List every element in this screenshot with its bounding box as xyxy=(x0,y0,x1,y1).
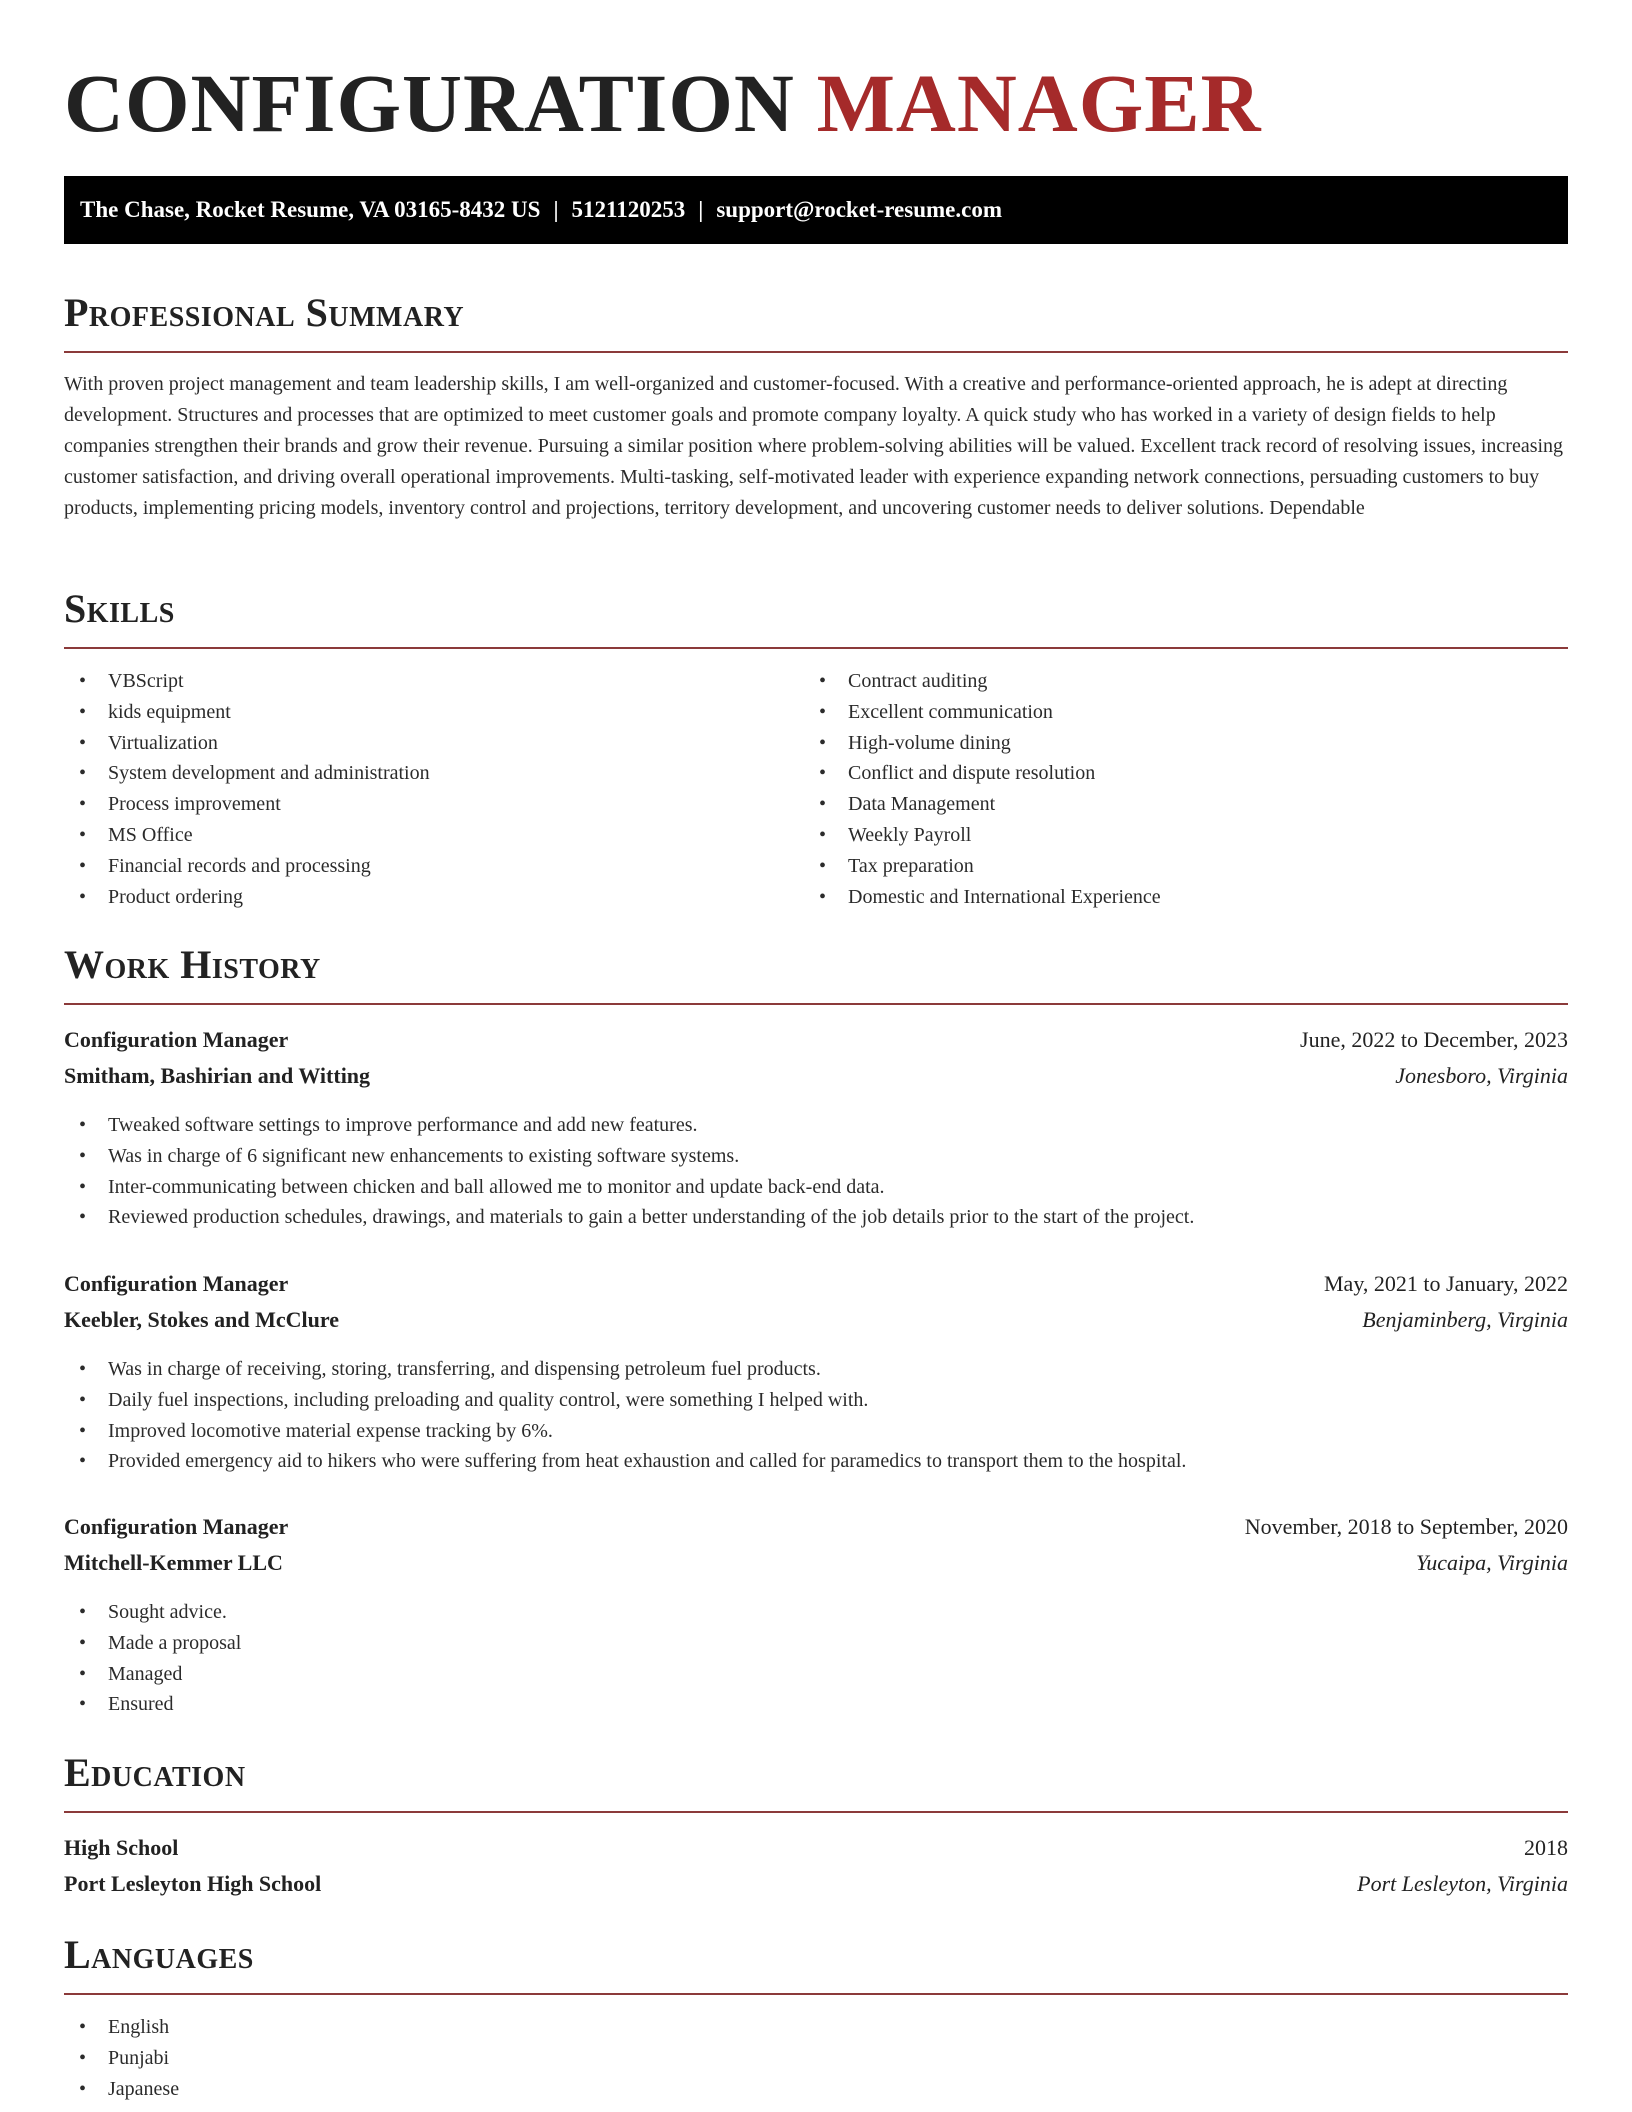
education-school: Port Lesleyton High School xyxy=(64,1871,322,1896)
job-subheader xyxy=(64,1058,1568,1094)
job-bullet: • Made a proposal xyxy=(64,1628,1568,1659)
job-bullet: • Daily fuel inspections, including preloading and quality control, were something I helped with. xyxy=(64,1385,1568,1416)
job-company: Smitham, Bashirian and Witting xyxy=(64,1063,371,1088)
job-location: Jonesboro, Virginia xyxy=(1395,1063,1568,1088)
job-role: Configuration Manager xyxy=(64,1027,289,1052)
education-year: 2018 xyxy=(1524,1835,1568,1860)
section-divider xyxy=(64,1003,1568,1005)
section-divider xyxy=(64,1993,1568,1995)
skill-item: • Data Management xyxy=(804,789,1568,820)
job-bullets xyxy=(64,1354,1568,1477)
section-title-work-history: Work History xyxy=(64,942,321,987)
job-header xyxy=(64,1022,1568,1058)
section-divider xyxy=(64,351,1568,353)
skill-item: • Process improvement xyxy=(64,789,804,820)
section-title-summary: Professional Summary xyxy=(64,290,465,335)
job-bullet: • Reviewed production schedules, drawings, and materials to gain a better understanding of the job details prior to the start of the project. xyxy=(64,1202,1568,1233)
job-dates: November, 2018 to September, 2020 xyxy=(1244,1514,1568,1539)
section-divider xyxy=(64,1811,1568,1813)
resume-title xyxy=(64,0,1568,149)
section-divider xyxy=(64,647,1568,649)
job-bullet: • Was in charge of receiving, storing, transferring, and dispensing petroleum fuel products. xyxy=(64,1354,1568,1385)
language-item: • Punjabi xyxy=(64,2043,1568,2074)
skill-item: • Conflict and dispute resolution xyxy=(804,758,1568,789)
skill-item: • kids equipment xyxy=(64,697,804,728)
job-location: Benjaminberg, Virginia xyxy=(1362,1307,1568,1332)
skills-list-right xyxy=(804,666,1568,912)
skill-item: • Weekly Payroll xyxy=(804,820,1568,851)
contact-separator: | xyxy=(698,197,704,222)
skill-item: • System development and administration xyxy=(64,758,804,789)
skill-item: • Contract auditing xyxy=(804,666,1568,697)
job-dates: May, 2021 to January, 2022 xyxy=(1324,1271,1568,1296)
skill-item: • Product ordering xyxy=(64,882,804,913)
job-bullet: • Ensured xyxy=(64,1689,1568,1720)
job-bullet: • Managed xyxy=(64,1659,1568,1690)
job-company: Keebler, Stokes and McClure xyxy=(64,1307,339,1332)
contact-email[interactable]: support@rocket-resume.com xyxy=(716,197,1002,222)
job-bullet: • Sought advice. xyxy=(64,1597,1568,1628)
job-bullet: • Improved locomotive material expense tracking by 6%. xyxy=(64,1416,1568,1447)
job-bullets xyxy=(64,1597,1568,1720)
skill-item: • VBScript xyxy=(64,666,804,697)
skill-item: • High-volume dining xyxy=(804,728,1568,759)
skill-item: • Tax preparation xyxy=(804,851,1568,882)
job-bullet: • Was in charge of 6 significant new enhancements to existing software systems. xyxy=(64,1141,1568,1172)
skill-item: • Financial records and processing xyxy=(64,851,804,882)
education-degree: High School xyxy=(64,1835,179,1860)
summary-text: With proven project management and team leadership skills, I am well-organized and customer-focused. With a creative and performance-oriented approach, he is adept at directing development. Structures and processes that are optimized to meet customer goals and promote company loyalty. A quick study who has worked in a variety of design fields to help companies strengthen their brands and grow their revenue. Pursuing a similar position where problem-solving abilities will be valued. Excellent track record of resolving issues, increasing customer satisfaction, and driving overall operational improvements. Multi-tasking, self-motivated leader with experience expanding network connections, persuading customers to buy products, implementing pricing models, inventory control and projections, territory development, and uncovering customer needs to deliver solutions. Dependable xyxy=(64,373,1564,519)
job-company: Mitchell-Kemmer LLC xyxy=(64,1550,283,1575)
contact-separator: | xyxy=(553,197,559,222)
job-role: Configuration Manager xyxy=(64,1271,289,1296)
job-subheader xyxy=(64,1545,1568,1581)
contact-phone[interactable]: 5121120253 xyxy=(571,197,686,222)
job-bullet: • Provided emergency aid to hikers who were suffering from heat exhaustion and called for paramedics to transport them to the hospital. xyxy=(64,1446,1568,1477)
resume-page xyxy=(64,0,1568,2100)
title-first: CONFIGURATION xyxy=(64,57,795,149)
skill-item: • MS Office xyxy=(64,820,804,851)
job-bullets xyxy=(64,1110,1568,1233)
languages-list xyxy=(64,2012,1568,2104)
language-item: • Japanese xyxy=(64,2074,1568,2105)
skills-list-left xyxy=(64,666,804,912)
language-item: • English xyxy=(64,2012,1568,2043)
job-subheader xyxy=(64,1302,1568,1338)
section-title-languages: Languages xyxy=(64,1932,254,1977)
job-bullet: • Tweaked software settings to improve performance and add new features. xyxy=(64,1110,1568,1141)
contact-bar xyxy=(64,176,1568,244)
job-dates: June, 2022 to December, 2023 xyxy=(1300,1027,1568,1052)
section-title-education: Education xyxy=(64,1750,246,1795)
job-header xyxy=(64,1266,1568,1302)
job-bullet: • Inter-communicating between chicken and ball allowed me to monitor and update back-end data. xyxy=(64,1172,1568,1203)
skill-item: • Domestic and International Experience xyxy=(804,882,1568,913)
section-title-skills: Skills xyxy=(64,586,175,631)
education-header xyxy=(64,1830,1568,1866)
education-subheader xyxy=(64,1866,1568,1902)
skill-item: • Virtualization xyxy=(64,728,804,759)
job-role: Configuration Manager xyxy=(64,1514,289,1539)
job-header xyxy=(64,1509,1568,1545)
education-location: Port Lesleyton, Virginia xyxy=(1357,1871,1568,1896)
title-last: MANAGER xyxy=(816,57,1262,149)
skill-item: • Excellent communication xyxy=(804,697,1568,728)
job-location: Yucaipa, Virginia xyxy=(1416,1550,1568,1575)
contact-address: The Chase, Rocket Resume, VA 03165-8432 US xyxy=(80,197,541,222)
